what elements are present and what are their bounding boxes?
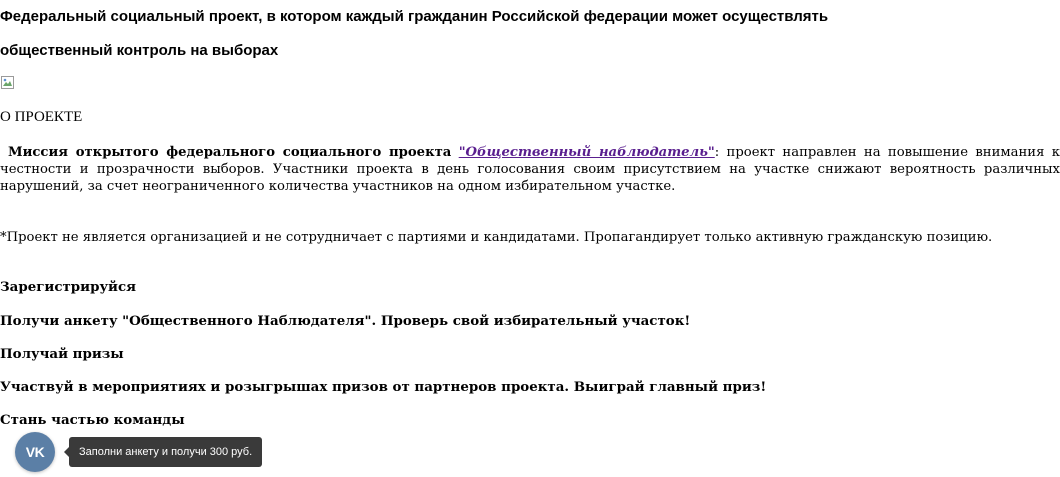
note-paragraph: *Проект не является организацией и не сотрудничает с партиями и кандидатами. Пропагандирует только активную гражданскую позицию. — [0, 230, 993, 245]
prizes-title: Получай призы — [0, 346, 124, 362]
mission-text: : проект направлен на повышение внимания к честности и прозрачности выборов. Участники проекта в день голосования своим присутствием на участке снижают вероятность различных нарушений, за счет неограниченного количества участников на одном избирательном участке. — [0, 145, 1060, 194]
mission-paragraph — [0, 144, 1060, 195]
vk-widget-tooltip: Заполни анкету и получи 300 руб. — [69, 437, 262, 467]
project-link[interactable]: "Общественный наблюдатель" — [458, 145, 715, 160]
register-text: Получи анкету "Общественного Наблюдателя". Проверь свой избирательный участок! — [0, 313, 691, 329]
page-title-line-1: Федеральный социальный проект, в котором каждый гражданин Российской федерации может осуществлять — [0, 8, 829, 25]
page-title-line-2: общественный контроль на выборах — [0, 42, 279, 59]
team-title: Стань частью команды — [0, 412, 185, 428]
register-title: Зарегистрируйся — [0, 279, 137, 295]
vk-widget-button[interactable] — [15, 432, 55, 472]
mission-lead: Миссия открытого федерального социального проекта — [8, 145, 452, 160]
vk-logo-icon: VK — [25, 444, 45, 460]
prizes-text: Участвуй в мероприятиях и розыгрышах призов от партнеров проекта. Выиграй главный приз! — [0, 379, 767, 395]
broken-image-icon — [1, 76, 14, 89]
about-heading: О ПРОЕКТЕ — [0, 109, 83, 125]
